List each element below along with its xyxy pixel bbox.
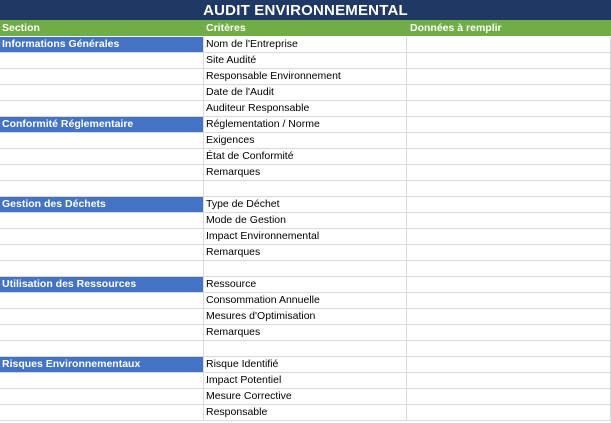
critere-cell[interactable]: Nom de l'Entreprise — [204, 37, 407, 53]
table-row — [0, 357, 611, 373]
section-label-cell[interactable]: Utilisation des Ressources — [0, 277, 204, 293]
table-row — [0, 341, 611, 357]
critere-cell[interactable]: Mesure Corrective — [204, 389, 407, 405]
donnees-input-cell[interactable] — [407, 213, 611, 229]
section-cell[interactable] — [0, 85, 204, 101]
table-row — [0, 69, 611, 85]
donnees-input-cell[interactable] — [407, 229, 611, 245]
column-header-criteres: Critères — [206, 22, 246, 34]
table-row — [0, 213, 611, 229]
table-row — [0, 293, 611, 309]
critere-cell[interactable]: Mesures d'Optimisation — [204, 309, 407, 325]
audit-table-body — [0, 37, 611, 421]
table-row — [0, 101, 611, 117]
critere-cell[interactable]: Réglementation / Norme — [204, 117, 407, 133]
table-row — [0, 117, 611, 133]
table-row — [0, 133, 611, 149]
critere-cell[interactable]: Remarques — [204, 325, 407, 341]
critere-cell[interactable] — [204, 181, 407, 197]
section-cell[interactable] — [0, 229, 204, 245]
donnees-input-cell[interactable] — [407, 133, 611, 149]
donnees-input-cell[interactable] — [407, 373, 611, 389]
section-cell[interactable] — [0, 165, 204, 181]
column-header-row — [0, 20, 611, 36]
table-row — [0, 277, 611, 293]
donnees-input-cell[interactable] — [407, 101, 611, 117]
critere-cell[interactable]: Impact Environnemental — [204, 229, 407, 245]
donnees-input-cell[interactable] — [407, 165, 611, 181]
donnees-input-cell[interactable] — [407, 181, 611, 197]
critere-cell[interactable]: Site Audité — [204, 53, 407, 69]
table-row — [0, 309, 611, 325]
section-cell[interactable] — [0, 325, 204, 341]
donnees-input-cell[interactable] — [407, 149, 611, 165]
critere-cell[interactable]: Remarques — [204, 165, 407, 181]
critere-cell[interactable]: Ressource — [204, 277, 407, 293]
critere-cell[interactable]: Responsable — [204, 405, 407, 421]
donnees-input-cell[interactable] — [407, 245, 611, 261]
donnees-input-cell[interactable] — [407, 261, 611, 277]
donnees-input-cell[interactable] — [407, 293, 611, 309]
section-label-cell[interactable]: Gestion des Déchets — [0, 197, 204, 213]
donnees-input-cell[interactable] — [407, 309, 611, 325]
critere-cell[interactable] — [204, 341, 407, 357]
critere-cell[interactable]: Risque Identifié — [204, 357, 407, 373]
section-cell[interactable] — [0, 133, 204, 149]
table-row — [0, 197, 611, 213]
critere-cell[interactable]: Consommation Annuelle — [204, 293, 407, 309]
section-cell[interactable] — [0, 101, 204, 117]
table-row — [0, 373, 611, 389]
table-row — [0, 37, 611, 53]
table-row — [0, 325, 611, 341]
table-row — [0, 181, 611, 197]
critere-cell[interactable]: Auditeur Responsable — [204, 101, 407, 117]
section-cell[interactable] — [0, 309, 204, 325]
section-cell[interactable] — [0, 69, 204, 85]
donnees-input-cell[interactable] — [407, 389, 611, 405]
critere-cell[interactable]: Impact Potentiel — [204, 373, 407, 389]
critere-cell[interactable]: Date de l'Audit — [204, 85, 407, 101]
donnees-input-cell[interactable] — [407, 37, 611, 53]
section-cell[interactable] — [0, 53, 204, 69]
donnees-input-cell[interactable] — [407, 85, 611, 101]
section-cell[interactable] — [0, 149, 204, 165]
section-cell[interactable] — [0, 181, 204, 197]
table-row — [0, 405, 611, 421]
donnees-input-cell[interactable] — [407, 325, 611, 341]
critere-cell[interactable] — [204, 261, 407, 277]
sheet-title: AUDIT ENVIRONNEMENTAL — [0, 0, 611, 20]
table-row — [0, 261, 611, 277]
section-cell[interactable] — [0, 261, 204, 277]
table-row — [0, 85, 611, 101]
section-cell[interactable] — [0, 341, 204, 357]
donnees-input-cell[interactable] — [407, 197, 611, 213]
critere-cell[interactable]: Responsable Environnement — [204, 69, 407, 85]
critere-cell[interactable]: Mode de Gestion — [204, 213, 407, 229]
table-row — [0, 229, 611, 245]
table-row — [0, 149, 611, 165]
donnees-input-cell[interactable] — [407, 117, 611, 133]
section-label-cell[interactable]: Conformité Réglementaire — [0, 117, 204, 133]
column-header-section: Section — [2, 22, 40, 34]
column-header-donnees: Données à remplir — [410, 22, 502, 34]
table-row — [0, 53, 611, 69]
donnees-input-cell[interactable] — [407, 341, 611, 357]
critere-cell[interactable]: Type de Déchet — [204, 197, 407, 213]
section-label-cell[interactable]: Risques Environnementaux — [0, 357, 204, 373]
donnees-input-cell[interactable] — [407, 277, 611, 293]
section-cell[interactable] — [0, 245, 204, 261]
critere-cell[interactable]: Exigences — [204, 133, 407, 149]
section-cell[interactable] — [0, 373, 204, 389]
donnees-input-cell[interactable] — [407, 69, 611, 85]
donnees-input-cell[interactable] — [407, 405, 611, 421]
critere-cell[interactable]: Remarques — [204, 245, 407, 261]
section-cell[interactable] — [0, 213, 204, 229]
donnees-input-cell[interactable] — [407, 53, 611, 69]
table-row — [0, 389, 611, 405]
section-cell[interactable] — [0, 405, 204, 421]
section-cell[interactable] — [0, 389, 204, 405]
table-row — [0, 245, 611, 261]
critere-cell[interactable]: État de Conformité — [204, 149, 407, 165]
table-row — [0, 165, 611, 181]
section-label-cell[interactable]: Informations Générales — [0, 37, 204, 53]
section-cell[interactable] — [0, 293, 204, 309]
donnees-input-cell[interactable] — [407, 357, 611, 373]
